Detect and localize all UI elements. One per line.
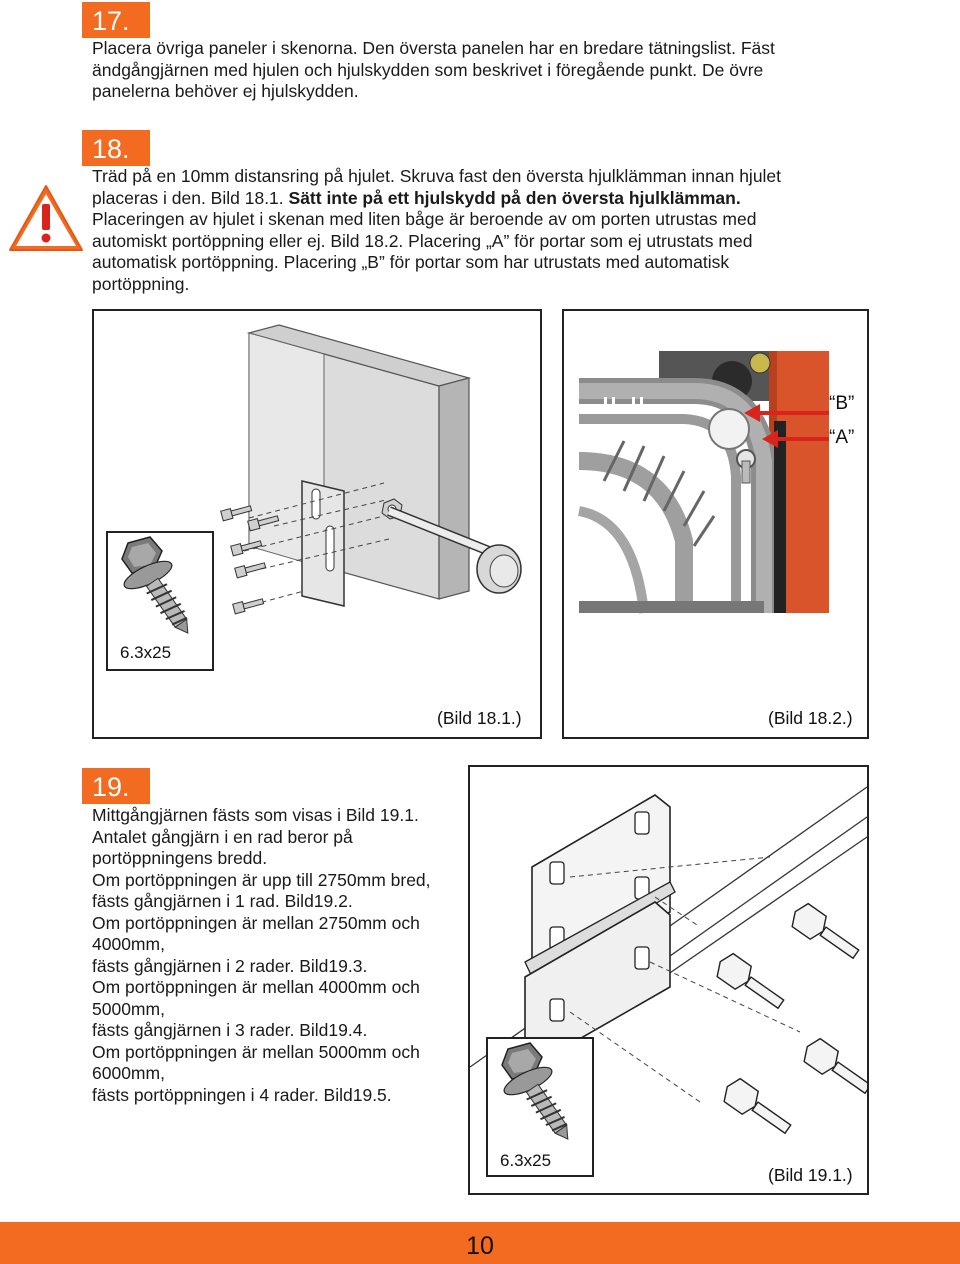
step-19-line: 4000mm, bbox=[92, 934, 165, 954]
step-19-line: 5000mm, bbox=[92, 998, 165, 1019]
step-18-line bbox=[92, 188, 781, 210]
figure-18-2-caption: (Bild 18.2.) bbox=[768, 708, 853, 728]
figure-18-1-caption: (Bild 18.1.) bbox=[437, 708, 522, 728]
step-19-line: Om portöppningen är upp till 2750mm bred, bbox=[92, 869, 431, 890]
figure-18-1 bbox=[92, 309, 542, 739]
label-a: “A” bbox=[829, 427, 855, 448]
step-19-line: Om portöppningen är mellan 4000mm och bbox=[92, 977, 420, 997]
step-18-line: Träd på en 10mm distansring på hjulet. Skruva fast den översta hjulklämman innan hjulet bbox=[92, 166, 782, 186]
step-17-tab bbox=[82, 2, 150, 38]
self-tapping-screw-icon bbox=[488, 1039, 592, 1149]
step-19-line: Mittgångjärnen fästs som visas i Bild 19.1. bbox=[92, 805, 419, 825]
screw-size-label: 6.3x25 bbox=[500, 1151, 552, 1170]
step-19-line: 6000mm, bbox=[92, 1063, 165, 1083]
step-18-line: automatisk portöppning. Placering „B” för portar som har utrustats med automatisk bbox=[92, 252, 730, 272]
screw-size-label: 6.3x25 bbox=[120, 643, 172, 662]
step-19-tab bbox=[82, 768, 150, 804]
step-17-line: panelerna behöver ej hjulskydden. bbox=[92, 81, 359, 101]
wheel-bracket-illustration bbox=[94, 311, 540, 737]
step-19-text bbox=[92, 805, 431, 1106]
figure-19-1-caption: (Bild 19.1.) bbox=[768, 1165, 853, 1185]
step-19-line: Om portöppningen är mellan 5000mm och bbox=[92, 1041, 420, 1062]
step-17-line: ändgångjärnen med hjulen och hjulskydden som beskrivet i föregående punkt. De övre bbox=[92, 59, 764, 80]
step-19-line: portöppningens bredd. bbox=[92, 848, 268, 868]
figure-18-2 bbox=[562, 309, 869, 739]
step-19-number: 19. bbox=[92, 772, 130, 802]
step-17-number: 17. bbox=[92, 6, 130, 36]
step-18-line-normal: placeras i den. Bild 18.1. bbox=[92, 187, 289, 208]
step-17-text bbox=[92, 38, 775, 103]
label-b: “B” bbox=[829, 393, 855, 414]
step-18-number: 18. bbox=[92, 134, 130, 164]
step-18-warning-text: Sätt inte på ett hjulskydd på den översta hjulklämman. bbox=[288, 187, 741, 208]
screw-detail-box bbox=[486, 1037, 594, 1177]
step-19-line: fästs gångjärnen i 3 rader. Bild19.4. bbox=[92, 1020, 368, 1040]
figure-19-1 bbox=[468, 765, 869, 1195]
warning-triangle-icon bbox=[6, 182, 86, 259]
step-19-line: fästs portöppningen i 4 rader. Bild19.5. bbox=[92, 1084, 392, 1105]
step-18-line: portöppning. bbox=[92, 273, 190, 294]
step-19-line: fästs gångjärnen i 2 rader. Bild19.3. bbox=[92, 955, 368, 976]
step-18-line: automiskt portöppning eller ej. Bild 18.2. Placering „A” för portar som ej utrustats med bbox=[92, 230, 753, 251]
step-19-line: Om portöppningen är mellan 2750mm och bbox=[92, 912, 420, 933]
step-18-line: Placeringen av hjulet i skenan med liten båge är beroende av om porten utrustas med bbox=[92, 209, 757, 229]
track-wheel-placement-illustration bbox=[564, 311, 867, 737]
self-tapping-screw-icon bbox=[108, 533, 212, 643]
step-17-line: Placera övriga paneler i skenorna. Den översta panelen har en bredare tätningslist. Fäst bbox=[92, 38, 775, 58]
step-19-line: Antalet gångjärn i en rad beror på bbox=[92, 826, 353, 847]
step-19-line: fästs gångjärnen i 1 rad. Bild19.2. bbox=[92, 891, 353, 911]
step-18-text bbox=[92, 166, 781, 295]
screw-detail-box bbox=[106, 531, 214, 671]
step-18-tab bbox=[82, 130, 150, 166]
page-number: 10 bbox=[466, 1232, 494, 1260]
